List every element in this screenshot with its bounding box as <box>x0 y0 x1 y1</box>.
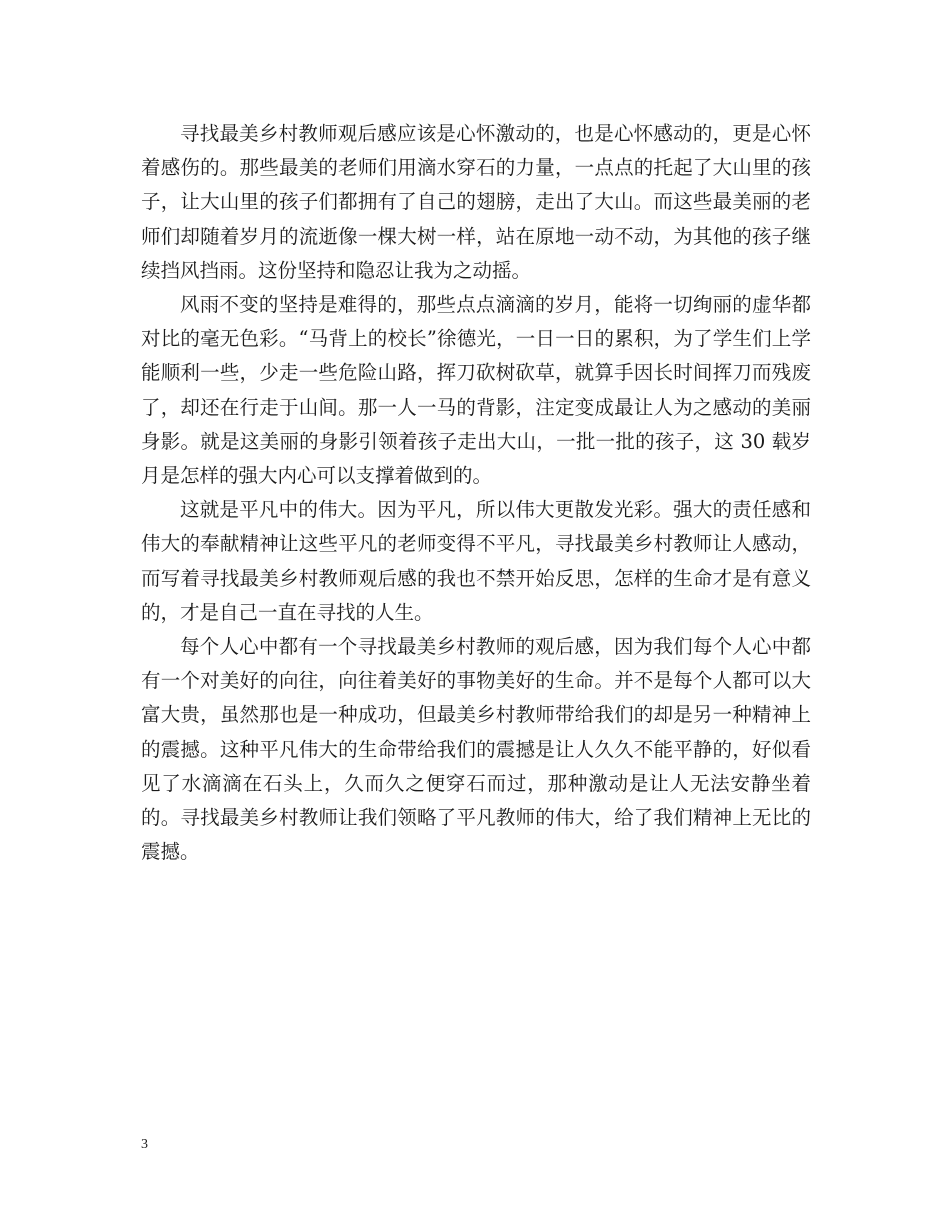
paragraph-3: 这就是平凡中的伟大。因为平凡，所以伟大更散发光彩。强大的责任感和伟大的奉献精神让这些平凡的老师变得不平凡，寻找最美乡村教师让人感动，而写着寻找最美乡村教师观后感的我也不禁开始反思，怎样的生命才是有意义的，才是自己一直在寻找的人生。 <box>141 498 811 624</box>
paragraph-2: 风雨不变的坚持是难得的，那些点点滴滴的岁月，能将一切绚丽的虚华都对比的毫无色彩。“马背上的校长”徐德光，一日一日的累积，为了学生们上学能顺利一些，少走一些危险山路，挥刀砍树砍草，就算手因长时间挥刀而残废了，却还在行走于山间。那一人一马的背影，注定变成最让人为之感动的美丽身影。就是这美丽的身影引领着孩子走出大山，一批一批的孩子，这 30 载岁月是怎样的强大内心可以支撑着做到的。 <box>141 293 811 488</box>
page-number: 3 <box>141 1137 148 1152</box>
paragraph-1: 寻找最美乡村教师观后感应该是心怀激动的，也是心怀感动的，更是心怀着感伤的。那些最美的老师们用滴水穿石的力量，一点点的托起了大山里的孩子，让大山里的孩子们都拥有了自己的翅膀，走出了大山。而这些最美丽的老师们却随着岁月的流逝像一棵大树一样，站在原地一动不动，为其他的孩子继续挡风挡雨。这份坚持和隐忍让我为之动摇。 <box>141 122 811 282</box>
paragraph-4: 每个人心中都有一个寻找最美乡村教师的观后感，因为我们每个人心中都有一个对美好的向往，向往着美好的事物美好的生命。并不是每个人都可以大富大贵，虽然那也是一种成功，但最美乡村教师带给我们的却是另一种精神上的震撼。这种平凡伟大的生命带给我们的震撼是让人久久不能平静的，好似看见了水滴滴在石头上，久而久之便穿石而过，那种激动是让人无法安静坐着的。寻找最美乡村教师让我们领略了平凡教师的伟大，给了我们精神上无比的震撼。 <box>141 635 811 864</box>
document-body <box>141 117 811 869</box>
